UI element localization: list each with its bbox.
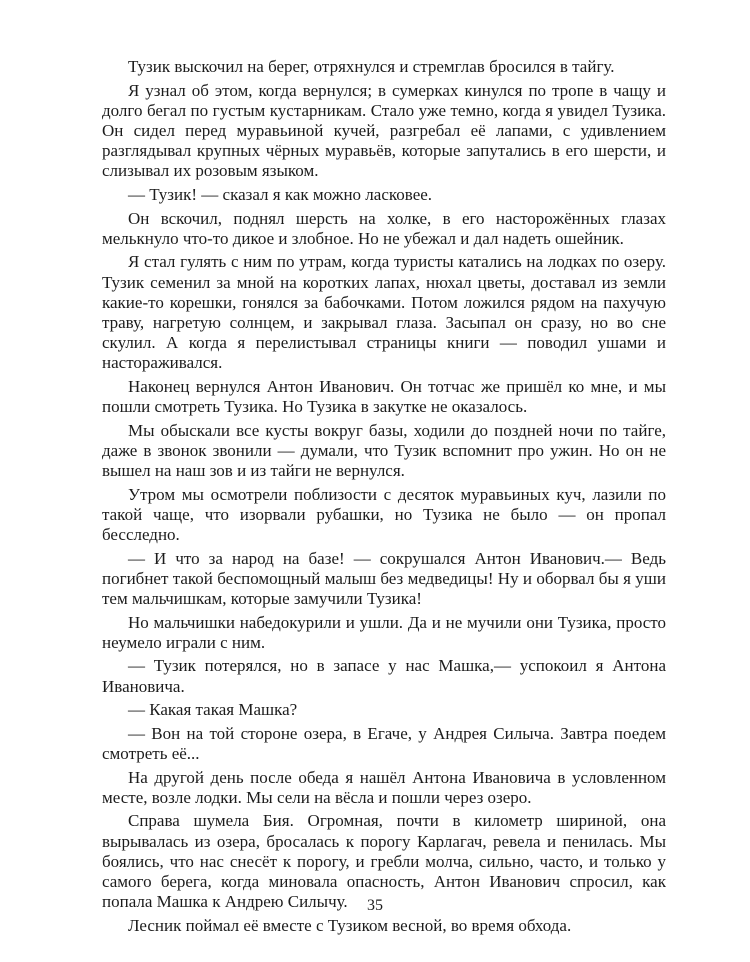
paragraph: Он вскочил, поднял шерсть на холке, в его насторожённых глазах мелькнуло что-то дикое и злобное. Но не убежал и дал надеть ошейник.	[102, 208, 666, 248]
paragraph: Утром мы осмотрели поблизости с десяток муравьиных куч, лазили по такой чаще, что изорвали рубашки, но Тузика не было — он пропал бесследно.	[102, 484, 666, 544]
paragraph: — И что за народ на базе! — сокрушался Антон Иванович.— Ведь погибнет такой беспомощный малыш без медведицы! Ну и оборвал бы я уши тем мальчишкам, которые замучили Тузика!	[102, 548, 666, 608]
paragraph: Справа шумела Бия. Огромная, почти в километр шириной, она вырывалась из озера, бросалась к порогу Карлагач, ревела и пенилась. Мы боялись, что нас снесёт к порогу, и гребли молча, сильно, часто, и только у самого берега, когда миновала опасность, Антон Иванович спросил, как попала Машка к Андрею Силычу.	[102, 811, 666, 912]
paragraph: Но мальчишки набедокурили и ушли. Да и не мучили они Тузика, просто неумело играли с ним.	[102, 612, 666, 652]
paragraph: Тузик выскочил на берег, отряхнулся и стремглав бросился в тайгу.	[128, 57, 615, 76]
paragraph: — Тузик потерялся, но в запасе у нас Машка,— успокоил я Антона Ивановича.	[102, 656, 666, 696]
paragraph: Я узнал об этом, когда вернулся; в сумерках кинулся по тропе в чащу и долго бегал по густым кустарникам. Стало уже темно, когда я увидел Тузика. Он сидел перед муравьиной кучей, разгребал её лапами, с удивлением разглядывал крупных чёрных муравьёв, которые запутались в его шерсти, и слизывал их розовым языком.	[102, 80, 666, 181]
paragraph: Я стал гулять с ним по утрам, когда туристы катались на лодках по озеру. Тузик семенил за мной на коротких лапах, нюхал цветы, доставал из земли какие-то корешки, гонялся за бабочками. Потом ложился рядом на пахучую траву, нагретую солнцем, и закрывал глаза. Засыпал он сразу, но во сне скулил. А когда я перелистывал страницы книги — поводил ушами и настораживался.	[102, 252, 666, 373]
paragraph: На другой день после обеда я нашёл Антона Ивановича в условленном месте, возле лодки. Мы сели на вёсла и пошли через озеро.	[102, 767, 666, 807]
paragraph: — Тузик! — сказал я как можно ласковее.	[128, 184, 433, 204]
paragraph: Лесник поймал её вместе с Тузиком весной, во время обхода.	[128, 915, 572, 935]
paragraph: — Вон на той стороне озера, в Егаче, у Андрея Силыча. Завтра поедем смотреть её...	[102, 723, 666, 763]
paragraph: — Какая такая Машка?	[128, 700, 298, 720]
paragraph: Мы обыскали все кусты вокруг базы, ходили до поздней ночи по тайге, даже в звонок звонили — думали, что Тузик вспомнит про ужин. Но он не вышел на наш зов и из тайги не вернулся.	[102, 420, 666, 480]
paragraph: Наконец вернулся Антон Иванович. Он тотчас же пришёл ко мне, и мы пошли смотреть Тузика. Но Тузика в закутке не оказалось.	[102, 376, 666, 416]
page-number: 35	[367, 897, 383, 914]
page-text	[102, 57, 666, 939]
